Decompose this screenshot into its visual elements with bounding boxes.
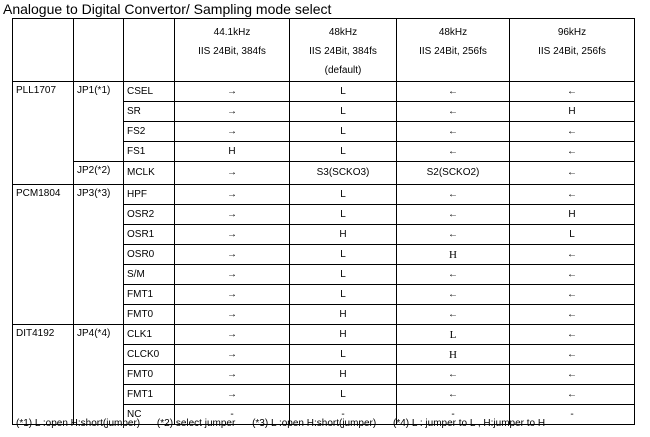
value-cell: → (175, 285, 290, 305)
footnote (16, 418, 545, 430)
header-line: IIS 24Bit, 384fs (309, 46, 377, 57)
value-cell: ← (397, 385, 510, 405)
signal-cell: MCLK (124, 162, 175, 185)
value-cell: L (290, 102, 397, 122)
signal-cell: OSR2 (124, 205, 175, 225)
value-cell: ← (510, 345, 635, 365)
header-col-48k-256fs (397, 19, 510, 82)
header-col-44k-384fs (175, 19, 290, 82)
value-cell: ← (510, 82, 635, 102)
value-cell: ← (510, 142, 635, 162)
signal-cell: CLK1 (124, 325, 175, 345)
value-cell: L (290, 122, 397, 142)
value-cell: ← (510, 265, 635, 285)
value-cell: → (175, 245, 290, 265)
footnote-2-text: select jumper (175, 418, 236, 429)
signal-cell: HPF (124, 185, 175, 205)
table-row (13, 82, 635, 102)
value-cell: - (290, 405, 397, 425)
header-chip-cell (13, 19, 74, 82)
value-cell: L (510, 225, 635, 245)
value-cell: L (290, 245, 397, 265)
value-cell: ← (510, 305, 635, 325)
header-line: 48kHz (438, 27, 468, 38)
value-cell: H (290, 305, 397, 325)
value-cell: ← (397, 142, 510, 162)
value-cell: L (290, 345, 397, 365)
page-title: Analogue to Digital Convertor/ Sampling mode select (3, 1, 332, 17)
value-cell: → (175, 162, 290, 185)
value-cell: → (175, 305, 290, 325)
header-col-96k-256fs (510, 19, 635, 82)
signal-cell: CLCK0 (124, 345, 175, 365)
value-cell: H (290, 365, 397, 385)
signal-cell: FMT1 (124, 385, 175, 405)
jumper-cell: JP4(*4) (74, 325, 124, 425)
signal-cell: FMT1 (124, 285, 175, 305)
value-cell: L (290, 82, 397, 102)
value-cell: → (175, 185, 290, 205)
value-cell: L (290, 205, 397, 225)
jumper-cell: JP1(*1) (74, 82, 124, 162)
chip-cell: PLL1707 (13, 82, 74, 185)
header-signal-cell (124, 19, 175, 82)
header-row (13, 19, 635, 82)
signal-cell: CSEL (124, 82, 175, 102)
value-cell: → (175, 102, 290, 122)
value-cell: ← (397, 205, 510, 225)
value-cell: H (397, 245, 510, 265)
value-cell: ← (397, 82, 510, 102)
value-cell: H (290, 325, 397, 345)
footnote-1-marker: (*1) (16, 418, 33, 429)
signal-cell: FMT0 (124, 365, 175, 385)
header-line: 48kHz (328, 27, 358, 38)
header-line: (default) (324, 65, 362, 76)
footnote-4-marker: (*4) (393, 418, 410, 429)
value-cell: → (175, 325, 290, 345)
value-cell: ← (397, 102, 510, 122)
value-cell: ← (397, 365, 510, 385)
table-row (13, 162, 635, 185)
value-cell: S3(SCKO3) (290, 162, 397, 185)
header-line: 96kHz (557, 27, 587, 38)
value-cell: ← (397, 122, 510, 142)
signal-cell: OSR0 (124, 245, 175, 265)
signal-cell: OSR1 (124, 225, 175, 245)
footnote-3-marker: (*3) (252, 418, 269, 429)
value-cell: ← (397, 285, 510, 305)
value-cell: → (175, 122, 290, 142)
value-cell: ← (397, 265, 510, 285)
footnote-4-text: L : jumper to L , H:jumper to H (411, 418, 546, 429)
value-cell: S2(SCKO2) (397, 162, 510, 185)
value-cell: → (175, 365, 290, 385)
value-cell: ← (397, 185, 510, 205)
footnote-1-text: L :open H:short(jumper) (34, 418, 141, 429)
value-cell: H (510, 102, 635, 122)
value-cell: ← (510, 162, 635, 185)
jumper-cell: JP2(*2) (74, 162, 124, 185)
table-row (13, 325, 635, 345)
value-cell: - (397, 405, 510, 425)
signal-cell: SR (124, 102, 175, 122)
value-cell: - (510, 405, 635, 425)
value-cell: → (175, 82, 290, 102)
value-cell: L (290, 385, 397, 405)
value-cell: → (175, 205, 290, 225)
header-col-48k-384fs (290, 19, 397, 82)
signal-cell: FMT0 (124, 305, 175, 325)
value-cell: → (175, 225, 290, 245)
value-cell: L (290, 142, 397, 162)
footnote-2-marker: (*2) (156, 418, 174, 429)
header-line: IIS 24Bit, 256fs (419, 46, 487, 57)
value-cell: → (175, 345, 290, 365)
signal-cell: FS1 (124, 142, 175, 162)
header-line: IIS 24Bit, 256fs (538, 46, 606, 57)
header-line: IIS 24Bit, 384fs (198, 46, 266, 57)
value-cell: ← (510, 185, 635, 205)
value-cell: H (290, 225, 397, 245)
value-cell: ← (510, 365, 635, 385)
value-cell: → (175, 265, 290, 285)
value-cell: - (175, 405, 290, 425)
sampling-mode-table (12, 18, 635, 425)
signal-cell: FS2 (124, 122, 175, 142)
value-cell: ← (510, 245, 635, 265)
value-cell: ← (397, 305, 510, 325)
value-cell: ← (510, 325, 635, 345)
chip-cell: PCM1804 (13, 185, 74, 325)
value-cell: H (397, 345, 510, 365)
value-cell: ← (510, 285, 635, 305)
signal-cell: S/M (124, 265, 175, 285)
value-cell: H (510, 205, 635, 225)
footnote-3-text: L :open H:short(jumper) (270, 418, 377, 429)
signal-cell: NC (124, 405, 175, 425)
value-cell: L (290, 265, 397, 285)
header-jumper-cell (74, 19, 124, 82)
value-cell: L (290, 285, 397, 305)
value-cell: ← (510, 385, 635, 405)
value-cell: ← (510, 122, 635, 142)
value-cell: L (397, 325, 510, 345)
value-cell: ← (397, 225, 510, 245)
value-cell: → (175, 385, 290, 405)
value-cell: H (175, 142, 290, 162)
jumper-cell: JP3(*3) (74, 185, 124, 325)
table-row (13, 185, 635, 205)
value-cell: L (290, 185, 397, 205)
chip-cell: DIT4192 (13, 325, 74, 425)
header-line: 44.1kHz (213, 27, 251, 38)
